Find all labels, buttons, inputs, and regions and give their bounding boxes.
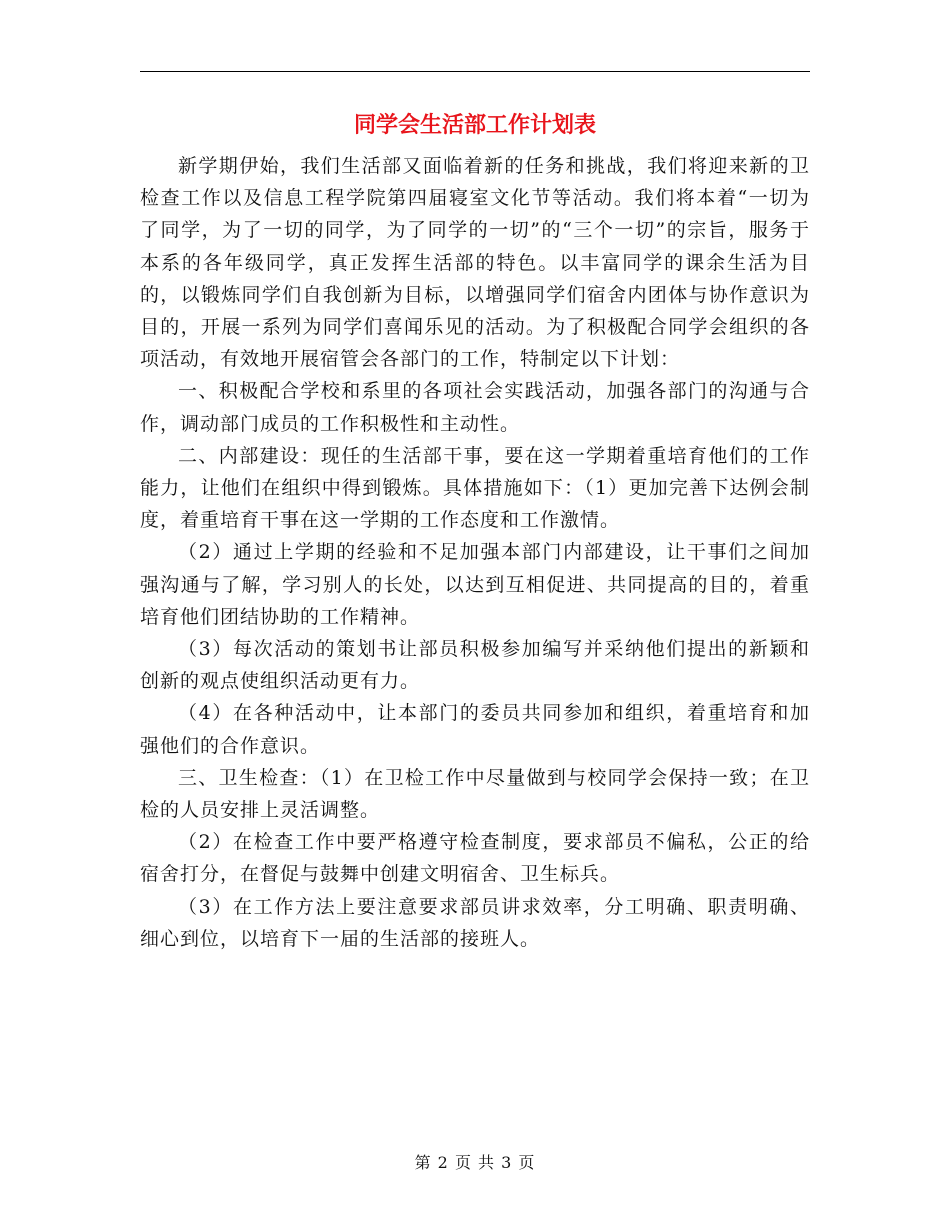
paragraph-item-2-4: （4）在各种活动中，让本部门的委员共同参加和组织，着重培育和加强他们的合作意识。 [140,702,810,757]
page-number-footer: 第 2 页 共 3 页 [414,1153,536,1172]
document-title: 同学会生活部工作计划表 [353,112,596,138]
paragraph-item-2-2: （2）通过上学期的经验和不足加强本部门内部建设，让干事们之间加强沟通与了解，学习别人的长处，以达到互相促进、共同提高的目的，着重培育他们团结协助的工作精神。 [140,541,810,628]
paragraph-item-2: 二、内部建设：现任的生活部干事，要在这一学期着重培育他们的工作能力，让他们在组织中得到锻炼。具体措施如下：（1）更加完善下达例会制度，着重培育干事在这一学期的工作态度和工作激情。 [140,444,810,532]
paragraph-item-3-3: （3）在工作方法上要注意要求部员讲求效率，分工明确、职责明确、细心到位，以培育下一届的生活部的接班人。 [140,895,810,950]
document-body [140,150,810,955]
paragraph-item-3: 三、卫生检查：（1）在卫检工作中尽量做到与校同学会保持一致；在卫检的人员安排上灵活调整。 [140,766,810,822]
header-rule [140,71,810,72]
paragraph-item-1: 一、积极配合学校和系里的各项社会实践活动，加强各部门的沟通与合作，调动部门成员的工作积极性和主动性。 [140,380,810,435]
paragraph-item-3-2: （2）在检查工作中要严格遵守检查制度，要求部员不偏私，公正的给宿舍打分，在督促与鼓舞中创建文明宿舍、卫生标兵。 [140,831,810,886]
paragraph-intro: 新学期伊始，我们生活部又面临着新的任务和挑战，我们将迎来新的卫检查工作以及信息工程学院第四届寝室文化节等活动。我们将本着“一切为了同学，为了一切的同学，为了同学的一切”的“三个一切”的宗旨，服务于本系的各年级同学，真正发挥生活部的特色。以丰富同学的课余生活为目的，以锻炼同学们自我创新为目标，以增强同学们宿舍内团体与协作意识为目的，开展一系列为同学们喜闻乐见的活动。为了积极配合同学会组织的各项活动，有效地开展宿管会各部门的工作，特制定以下计划： [140,155,810,371]
paragraph-item-2-3: （3）每次活动的策划书让部员积极参加编写并采纳他们提出的新颖和创新的观点使组织活动更有力。 [140,638,810,693]
